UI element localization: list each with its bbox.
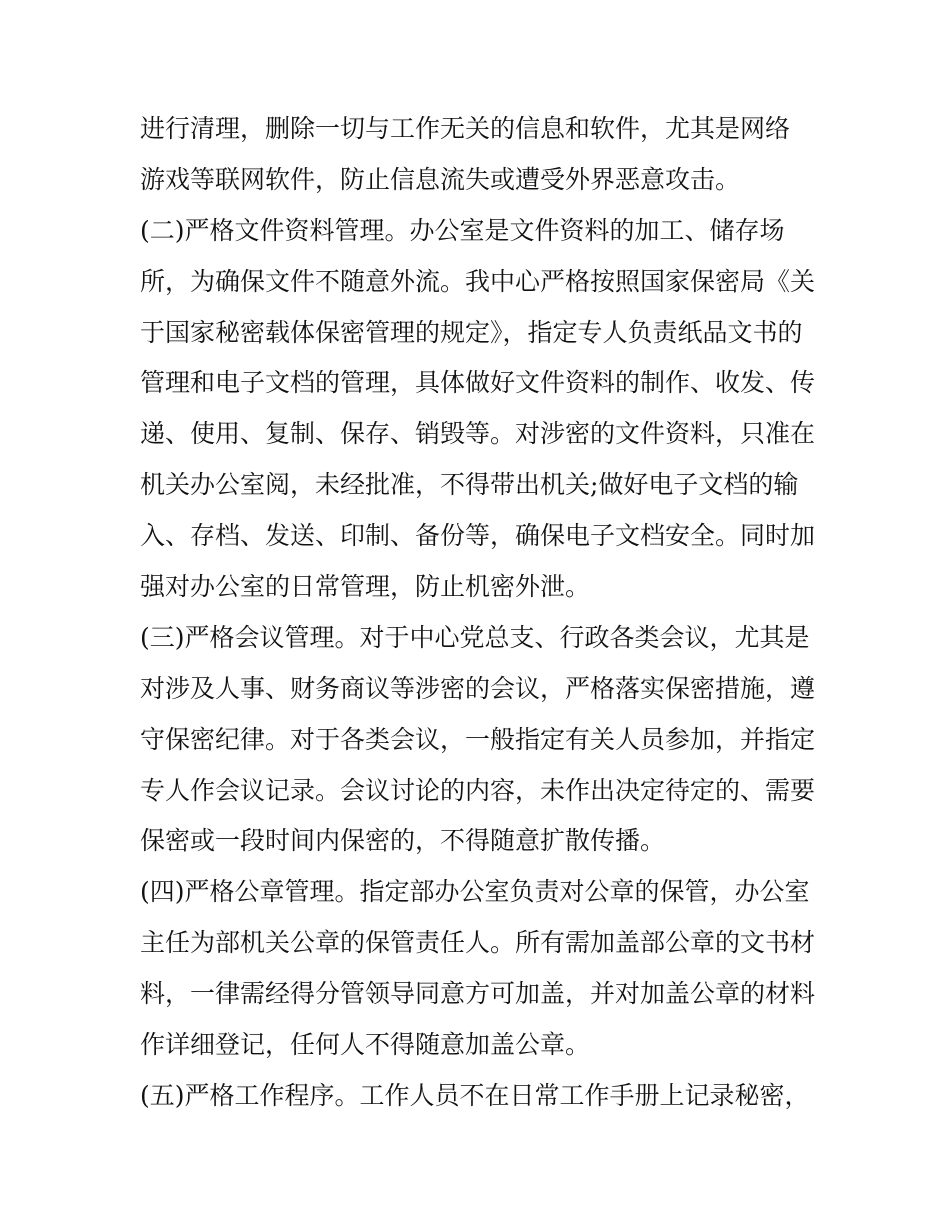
text-line: 递、使用、复制、保存、销毁等。对涉密的文件资料，只准在 xyxy=(140,419,816,449)
text-line: 于国家秘密载体保密管理的规定》，指定专人负责纸品文书的 xyxy=(140,317,803,347)
text-line: (五)严格工作程序。工作人员不在日常工作手册上记录秘密， xyxy=(140,1080,810,1110)
text-line: 作详细登记，任何人不得随意加盖公章。 xyxy=(140,1030,591,1060)
text-line: 管理和电子文档的管理，具体做好文件资料的制作、收发、传 xyxy=(140,368,816,398)
text-line: 主任为部机关公章的保管责任人。所有需加盖部公章的文书材 xyxy=(140,928,816,958)
text-line: (四)严格公章管理。指定部办公室负责对公章的保管，办公室 xyxy=(140,877,810,907)
text-line: 对涉及人事、财务商议等涉密的会议，严格落实保密措施，遵 xyxy=(140,673,816,703)
text-line: 游戏等联网软件，防止信息流失或遭受外界恶意攻击。 xyxy=(140,164,741,194)
text-line: 守保密纪律。对于各类会议，一般指定有关人员参加，并指定 xyxy=(140,724,816,754)
text-line: 强对办公室的日常管理，防止机密外泄。 xyxy=(140,572,591,602)
text-line: 专人作会议记录。会议讨论的内容，未作出决定待定的、需要 xyxy=(140,775,816,805)
text-line: 机关办公室阅，未经批准，不得带出机关;做好电子文档的输 xyxy=(140,470,799,500)
body-text xyxy=(140,104,830,1122)
text-line: 所，为确保文件不随意外流。我中心严格按照国家保密局《关 xyxy=(140,266,816,296)
text-line: (二)严格文件资料管理。办公室是文件资料的加工、储存场 xyxy=(140,215,785,245)
text-line: 进行清理，删除一切与工作无关的信息和软件，尤其是网络 xyxy=(140,114,791,143)
text-line: 入、存档、发送、印制、备份等，确保电子文档安全。同时加 xyxy=(140,521,816,551)
text-line: 保密或一段时间内保密的，不得随意扩散传播。 xyxy=(140,826,666,856)
text-line: 料，一律需经得分管领导同意方可加盖，并对加盖公章的材料 xyxy=(140,979,816,1009)
text-line: (三)严格会议管理。对于中心党总支、行政各类会议，尤其是 xyxy=(140,622,810,652)
